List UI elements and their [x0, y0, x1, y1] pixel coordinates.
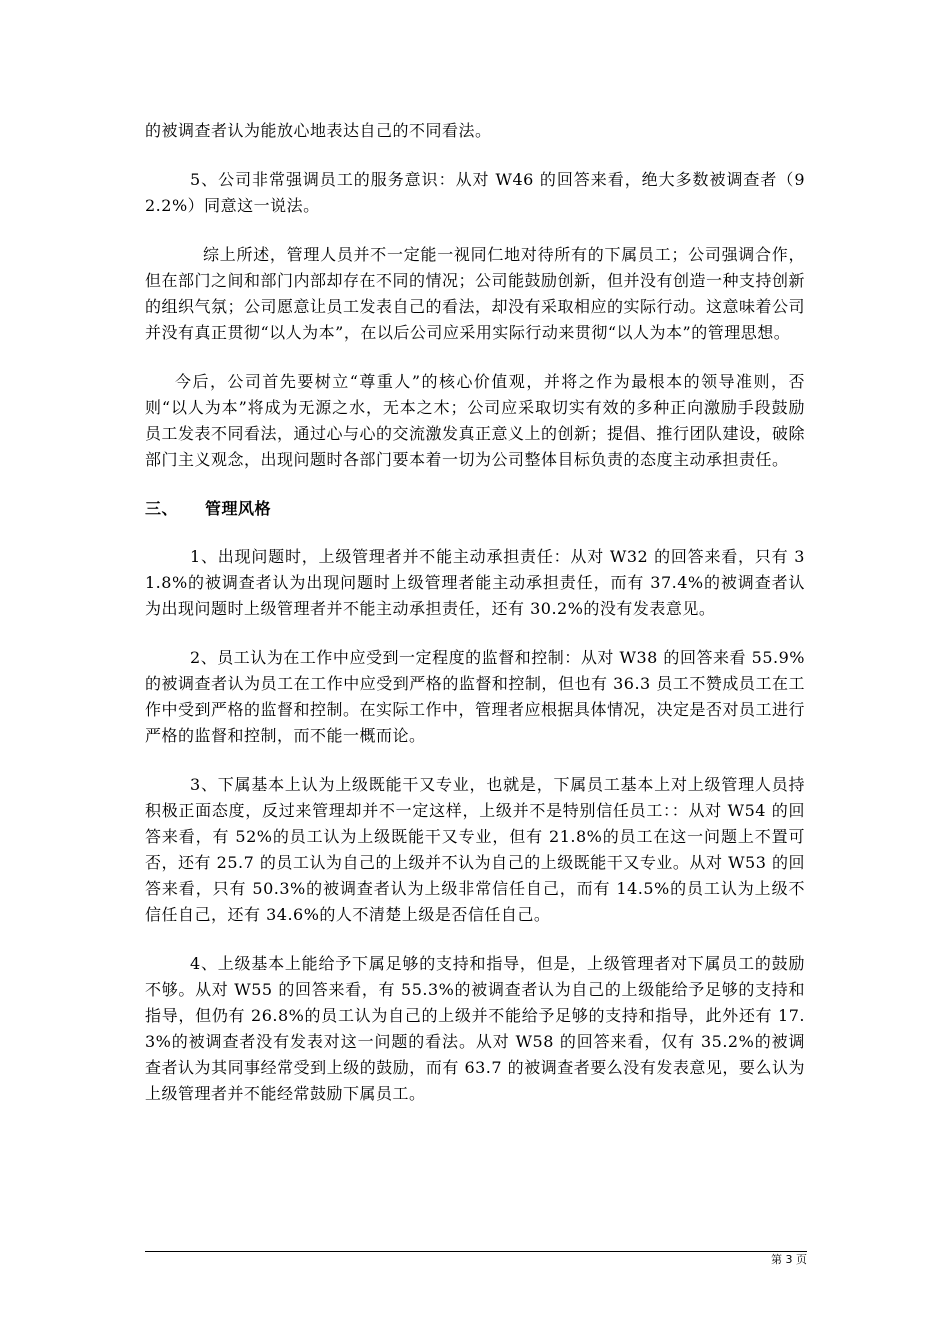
section-number: 三、 [145, 499, 179, 518]
paragraph-style-point-2: 2、员工认为在工作中应受到一定程度的监督和控制：从对 W38 的回答来看 55.9%的被调查者认为员工在工作中应受到严格的监督和控制，但也有 36.3 员工不赞成员工在工作中受到严格的监督和控制。在实际工作中，管理者应根据具体情况，决定是否对员工进行严格的监督和控制，而不能一概而论。 [145, 648, 806, 745]
paragraph-continuation: 的被调查者认为能放心地表达自己的不同看法。 [145, 121, 492, 140]
paragraph-point-5: 5、公司非常强调员工的服务意识：从对 W46 的回答来看，绝大多数被调查者（92.2%）同意这一说法。 [145, 170, 805, 215]
paragraph-style-point-3: 3、下属基本上认为上级既能干又专业，也就是，下属员工基本上对上级管理人员持积极正面态度，反过来管理却并不一定这样，上级并不是特别信任员工：：从对 W54 的回答来看，有 52%的员工认为上级既能干又专业，但有 21.8%的员工在这一问题上不置可否，还有 25.7 的员工认为自己的上级并不认为自己的上级既能干又专业。从对 W53 的回答来看，只有 50.3%的被调查者认为上级非常信任自己，而有 14.5%的员工认为上级不信任自己，还有 34.6%的人不清楚上级是否信任自己。 [145, 775, 805, 924]
footer-divider [145, 1251, 807, 1252]
page-number: 第 3 页 [771, 1253, 807, 1266]
document-body [145, 118, 805, 1130]
section-heading [145, 496, 805, 522]
section-title: 管理风格 [205, 499, 272, 518]
paragraph-style-point-1: 1、出现问题时，上级管理者并不能主动承担责任：从对 W32 的回答来看，只有 31.8%的被调查者认为出现问题时上级管理者能主动承担责任，而有 37.4%的被调查者认为出现问题时上级管理者并不能主动承担责任，还有 30.2%的没有发表意见。 [145, 547, 805, 618]
paragraph-style-point-4: 4、上级基本上能给予下属足够的支持和指导，但是，上级管理者对下属员工的鼓励不够。从对 W55 的回答来看，有 55.3%的被调查者认为自己的上级能给予足够的支持和指导，但仍有 26.8%的员工认为自己的上级并不能给予足够的支持和指导，此外还有 17.3%的被调查者没有发表对这一问题的看法。从对 W58 的回答来看，仅有 35.2%的被调查者认为其同事经常受到上级的鼓励，而有 63.7 的被调查者要么没有发表意见，要么认为上级管理者并不能经常鼓励下属员工。 [145, 954, 805, 1103]
paragraph-summary: 综上所述，管理人员并不一定能一视同仁地对待所有的下属员工；公司强调合作，但在部门之间和部门内部却存在不同的情况；公司能鼓励创新，但并没有创造一种支持创新的组织气氛；公司愿意让员工发表自己的看法，却没有采取相应的实际行动。这意味着公司并没有真正贯彻“以人为本”，在以后公司应采用实际行动来贯彻“以人为本”的管理思想。 [145, 245, 806, 342]
paragraph-recommendation: 今后，公司首先要树立“尊重人”的核心价值观，并将之作为最根本的领导准则，否则“以人为本”将成为无源之水，无本之木；公司应采取切实有效的多种正向激励手段鼓励员工发表不同看法，通过心与心的交流激发真正意义上的创新；提倡、推行团队建设，破除部门主义观念，出现问题时各部门要本着一切为公司整体目标负责的态度主动承担责任。 [145, 372, 806, 469]
